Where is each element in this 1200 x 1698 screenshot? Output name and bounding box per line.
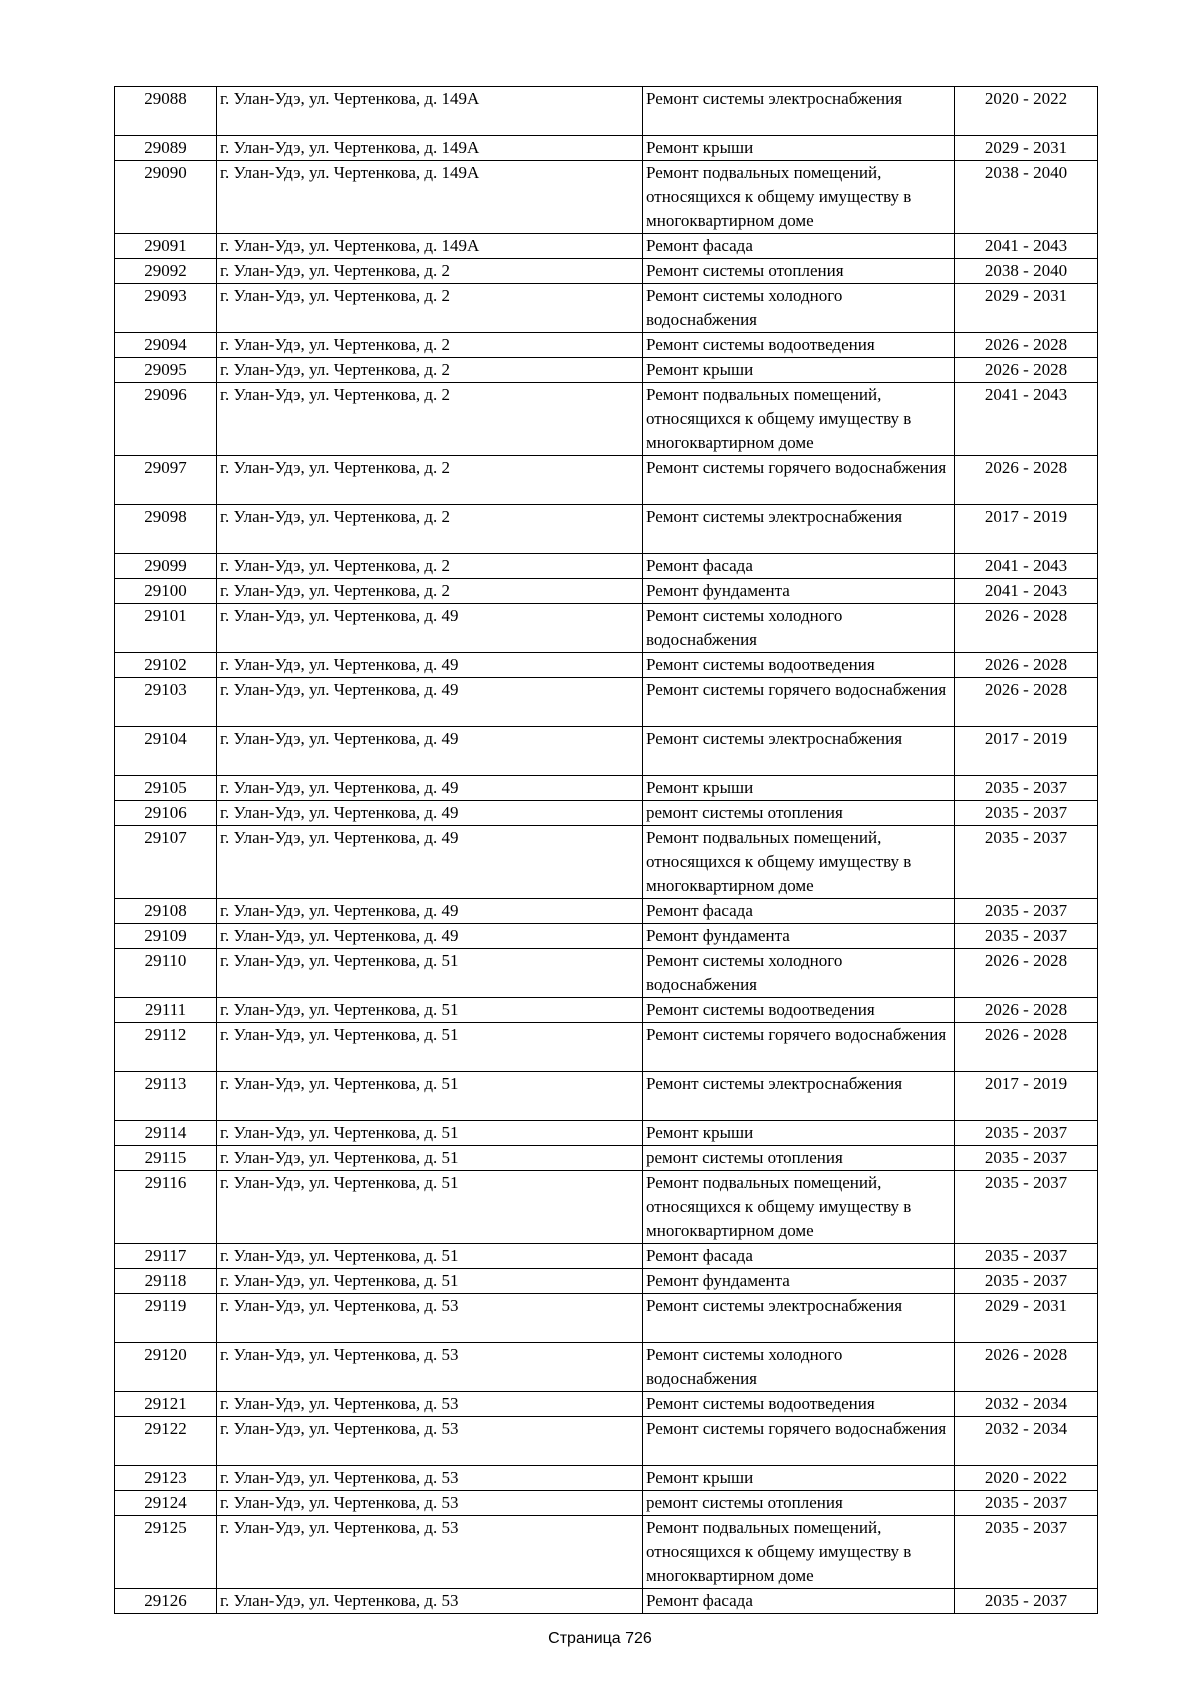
row-number-cell: 29123 bbox=[115, 1466, 217, 1491]
address-cell: г. Улан-Удэ, ул. Чертенкова, д. 149А bbox=[217, 87, 643, 136]
row-number-cell: 29120 bbox=[115, 1343, 217, 1392]
table-row bbox=[115, 1466, 1098, 1491]
table-row bbox=[115, 1343, 1098, 1392]
address-cell: г. Улан-Удэ, ул. Чертенкова, д. 2 bbox=[217, 554, 643, 579]
address-cell: г. Улан-Удэ, ул. Чертенкова, д. 49 bbox=[217, 727, 643, 776]
address-cell: г. Улан-Удэ, ул. Чертенкова, д. 2 bbox=[217, 505, 643, 554]
work-type-cell: Ремонт системы электроснабжения bbox=[643, 1294, 955, 1343]
row-number-cell: 29116 bbox=[115, 1171, 217, 1244]
row-number-cell: 29101 bbox=[115, 604, 217, 653]
address-cell: г. Улан-Удэ, ул. Чертенкова, д. 2 bbox=[217, 333, 643, 358]
work-type-cell: Ремонт фундамента bbox=[643, 579, 955, 604]
table-row bbox=[115, 826, 1098, 899]
table-row bbox=[115, 604, 1098, 653]
work-type-cell: Ремонт фасада bbox=[643, 554, 955, 579]
period-cell: 2029 - 2031 bbox=[955, 136, 1098, 161]
period-cell: 2035 - 2037 bbox=[955, 1589, 1098, 1614]
table-row bbox=[115, 801, 1098, 826]
row-number-cell: 29096 bbox=[115, 383, 217, 456]
work-type-cell: Ремонт системы холодного водоснабжения bbox=[643, 284, 955, 333]
row-number-cell: 29110 bbox=[115, 949, 217, 998]
row-number-cell: 29113 bbox=[115, 1072, 217, 1121]
work-type-cell: Ремонт системы электроснабжения bbox=[643, 1072, 955, 1121]
table-row bbox=[115, 1589, 1098, 1614]
row-number-cell: 29118 bbox=[115, 1269, 217, 1294]
work-type-cell: Ремонт подвальных помещений, относящихся к общему имуществу в многоквартирном доме bbox=[643, 161, 955, 234]
row-number-cell: 29103 bbox=[115, 678, 217, 727]
period-cell: 2041 - 2043 bbox=[955, 579, 1098, 604]
period-cell: 2026 - 2028 bbox=[955, 358, 1098, 383]
table-row bbox=[115, 383, 1098, 456]
work-type-cell: ремонт системы отопления bbox=[643, 1146, 955, 1171]
work-type-cell: ремонт системы отопления bbox=[643, 1491, 955, 1516]
row-number-cell: 29097 bbox=[115, 456, 217, 505]
table-row bbox=[115, 1516, 1098, 1589]
period-cell: 2026 - 2028 bbox=[955, 1343, 1098, 1392]
address-cell: г. Улан-Удэ, ул. Чертенкова, д. 49 bbox=[217, 826, 643, 899]
row-number-cell: 29122 bbox=[115, 1417, 217, 1466]
period-cell: 2026 - 2028 bbox=[955, 1023, 1098, 1072]
row-number-cell: 29107 bbox=[115, 826, 217, 899]
table-row bbox=[115, 1392, 1098, 1417]
period-cell: 2032 - 2034 bbox=[955, 1392, 1098, 1417]
table-row bbox=[115, 87, 1098, 136]
address-cell: г. Улан-Удэ, ул. Чертенкова, д. 2 bbox=[217, 259, 643, 284]
row-number-cell: 29125 bbox=[115, 1516, 217, 1589]
address-cell: г. Улан-Удэ, ул. Чертенкова, д. 51 bbox=[217, 1072, 643, 1121]
work-type-cell: Ремонт системы водоотведения bbox=[643, 333, 955, 358]
period-cell: 2041 - 2043 bbox=[955, 554, 1098, 579]
table-row bbox=[115, 924, 1098, 949]
address-cell: г. Улан-Удэ, ул. Чертенкова, д. 51 bbox=[217, 1121, 643, 1146]
table-row bbox=[115, 259, 1098, 284]
row-number-cell: 29093 bbox=[115, 284, 217, 333]
period-cell: 2035 - 2037 bbox=[955, 1269, 1098, 1294]
table-row bbox=[115, 456, 1098, 505]
address-cell: г. Улан-Удэ, ул. Чертенкова, д. 49 bbox=[217, 776, 643, 801]
work-type-cell: Ремонт системы горячего водоснабжения bbox=[643, 1417, 955, 1466]
period-cell: 2017 - 2019 bbox=[955, 1072, 1098, 1121]
table-row bbox=[115, 1121, 1098, 1146]
work-type-cell: Ремонт системы водоотведения bbox=[643, 998, 955, 1023]
row-number-cell: 29099 bbox=[115, 554, 217, 579]
table-row bbox=[115, 998, 1098, 1023]
table-row bbox=[115, 653, 1098, 678]
table-row bbox=[115, 1269, 1098, 1294]
address-cell: г. Улан-Удэ, ул. Чертенкова, д. 2 bbox=[217, 383, 643, 456]
period-cell: 2035 - 2037 bbox=[955, 1171, 1098, 1244]
table-row bbox=[115, 776, 1098, 801]
work-type-cell: Ремонт системы электроснабжения bbox=[643, 727, 955, 776]
period-cell: 2020 - 2022 bbox=[955, 87, 1098, 136]
table-row bbox=[115, 579, 1098, 604]
table-body bbox=[115, 87, 1098, 1614]
period-cell: 2020 - 2022 bbox=[955, 1466, 1098, 1491]
work-type-cell: ремонт системы отопления bbox=[643, 801, 955, 826]
period-cell: 2017 - 2019 bbox=[955, 505, 1098, 554]
row-number-cell: 29088 bbox=[115, 87, 217, 136]
period-cell: 2038 - 2040 bbox=[955, 161, 1098, 234]
address-cell: г. Улан-Удэ, ул. Чертенкова, д. 49 bbox=[217, 899, 643, 924]
row-number-cell: 29121 bbox=[115, 1392, 217, 1417]
table-row bbox=[115, 284, 1098, 333]
address-cell: г. Улан-Удэ, ул. Чертенкова, д. 51 bbox=[217, 998, 643, 1023]
work-type-cell: Ремонт подвальных помещений, относящихся к общему имуществу в многоквартирном доме bbox=[643, 1516, 955, 1589]
work-type-cell: Ремонт системы горячего водоснабжения bbox=[643, 456, 955, 505]
address-cell: г. Улан-Удэ, ул. Чертенкова, д. 149А bbox=[217, 234, 643, 259]
table-row bbox=[115, 1023, 1098, 1072]
table-row bbox=[115, 554, 1098, 579]
period-cell: 2035 - 2037 bbox=[955, 924, 1098, 949]
address-cell: г. Улан-Удэ, ул. Чертенкова, д. 53 bbox=[217, 1392, 643, 1417]
work-type-cell: Ремонт системы холодного водоснабжения bbox=[643, 1343, 955, 1392]
row-number-cell: 29090 bbox=[115, 161, 217, 234]
address-cell: г. Улан-Удэ, ул. Чертенкова, д. 51 bbox=[217, 1023, 643, 1072]
address-cell: г. Улан-Удэ, ул. Чертенкова, д. 53 bbox=[217, 1491, 643, 1516]
table-row bbox=[115, 1171, 1098, 1244]
work-type-cell: Ремонт системы холодного водоснабжения bbox=[643, 949, 955, 998]
period-cell: 2035 - 2037 bbox=[955, 776, 1098, 801]
table-row bbox=[115, 1146, 1098, 1171]
address-cell: г. Улан-Удэ, ул. Чертенкова, д. 149А bbox=[217, 161, 643, 234]
table-row bbox=[115, 1072, 1098, 1121]
work-type-cell: Ремонт системы электроснабжения bbox=[643, 505, 955, 554]
work-type-cell: Ремонт фасада bbox=[643, 899, 955, 924]
row-number-cell: 29104 bbox=[115, 727, 217, 776]
period-cell: 2035 - 2037 bbox=[955, 1491, 1098, 1516]
work-type-cell: Ремонт фасада bbox=[643, 234, 955, 259]
work-type-cell: Ремонт системы водоотведения bbox=[643, 653, 955, 678]
address-cell: г. Улан-Удэ, ул. Чертенкова, д. 49 bbox=[217, 604, 643, 653]
address-cell: г. Улан-Удэ, ул. Чертенкова, д. 53 bbox=[217, 1417, 643, 1466]
address-cell: г. Улан-Удэ, ул. Чертенкова, д. 2 bbox=[217, 358, 643, 383]
row-number-cell: 29092 bbox=[115, 259, 217, 284]
work-type-cell: Ремонт фундамента bbox=[643, 924, 955, 949]
work-type-cell: Ремонт подвальных помещений, относящихся к общему имуществу в многоквартирном доме bbox=[643, 1171, 955, 1244]
table-row bbox=[115, 136, 1098, 161]
work-type-cell: Ремонт подвальных помещений, относящихся к общему имуществу в многоквартирном доме bbox=[643, 826, 955, 899]
work-type-cell: Ремонт крыши bbox=[643, 1121, 955, 1146]
period-cell: 2035 - 2037 bbox=[955, 801, 1098, 826]
row-number-cell: 29100 bbox=[115, 579, 217, 604]
period-cell: 2026 - 2028 bbox=[955, 456, 1098, 505]
row-number-cell: 29091 bbox=[115, 234, 217, 259]
row-number-cell: 29109 bbox=[115, 924, 217, 949]
table-row bbox=[115, 678, 1098, 727]
address-cell: г. Улан-Удэ, ул. Чертенкова, д. 49 bbox=[217, 924, 643, 949]
repair-schedule-table bbox=[114, 86, 1098, 1614]
table-row bbox=[115, 949, 1098, 998]
period-cell: 2035 - 2037 bbox=[955, 1121, 1098, 1146]
address-cell: г. Улан-Удэ, ул. Чертенкова, д. 49 bbox=[217, 678, 643, 727]
table-row bbox=[115, 1294, 1098, 1343]
address-cell: г. Улан-Удэ, ул. Чертенкова, д. 51 bbox=[217, 1269, 643, 1294]
row-number-cell: 29108 bbox=[115, 899, 217, 924]
period-cell: 2026 - 2028 bbox=[955, 604, 1098, 653]
period-cell: 2026 - 2028 bbox=[955, 998, 1098, 1023]
period-cell: 2041 - 2043 bbox=[955, 383, 1098, 456]
period-cell: 2038 - 2040 bbox=[955, 259, 1098, 284]
period-cell: 2026 - 2028 bbox=[955, 678, 1098, 727]
row-number-cell: 29094 bbox=[115, 333, 217, 358]
period-cell: 2026 - 2028 bbox=[955, 333, 1098, 358]
address-cell: г. Улан-Удэ, ул. Чертенкова, д. 2 bbox=[217, 579, 643, 604]
row-number-cell: 29102 bbox=[115, 653, 217, 678]
table-row bbox=[115, 505, 1098, 554]
work-type-cell: Ремонт фасада bbox=[643, 1589, 955, 1614]
period-cell: 2035 - 2037 bbox=[955, 826, 1098, 899]
page-number: Страница 726 bbox=[548, 1630, 652, 1647]
address-cell: г. Улан-Удэ, ул. Чертенкова, д. 53 bbox=[217, 1294, 643, 1343]
work-type-cell: Ремонт системы горячего водоснабжения bbox=[643, 1023, 955, 1072]
period-cell: 2035 - 2037 bbox=[955, 1244, 1098, 1269]
address-cell: г. Улан-Удэ, ул. Чертенкова, д. 51 bbox=[217, 1244, 643, 1269]
work-type-cell: Ремонт системы водоотведения bbox=[643, 1392, 955, 1417]
row-number-cell: 29115 bbox=[115, 1146, 217, 1171]
work-type-cell: Ремонт системы электроснабжения bbox=[643, 87, 955, 136]
table-row bbox=[115, 1491, 1098, 1516]
address-cell: г. Улан-Удэ, ул. Чертенкова, д. 53 bbox=[217, 1516, 643, 1589]
work-type-cell: Ремонт системы холодного водоснабжения bbox=[643, 604, 955, 653]
address-cell: г. Улан-Удэ, ул. Чертенкова, д. 53 bbox=[217, 1466, 643, 1491]
table-row bbox=[115, 727, 1098, 776]
row-number-cell: 29112 bbox=[115, 1023, 217, 1072]
period-cell: 2035 - 2037 bbox=[955, 1516, 1098, 1589]
address-cell: г. Улан-Удэ, ул. Чертенкова, д. 53 bbox=[217, 1343, 643, 1392]
period-cell: 2029 - 2031 bbox=[955, 284, 1098, 333]
period-cell: 2035 - 2037 bbox=[955, 1146, 1098, 1171]
work-type-cell: Ремонт фасада bbox=[643, 1244, 955, 1269]
work-type-cell: Ремонт крыши bbox=[643, 358, 955, 383]
period-cell: 2041 - 2043 bbox=[955, 234, 1098, 259]
address-cell: г. Улан-Удэ, ул. Чертенкова, д. 51 bbox=[217, 1146, 643, 1171]
work-type-cell: Ремонт крыши bbox=[643, 1466, 955, 1491]
work-type-cell: Ремонт крыши bbox=[643, 136, 955, 161]
period-cell: 2026 - 2028 bbox=[955, 949, 1098, 998]
row-number-cell: 29105 bbox=[115, 776, 217, 801]
row-number-cell: 29126 bbox=[115, 1589, 217, 1614]
address-cell: г. Улан-Удэ, ул. Чертенкова, д. 51 bbox=[217, 949, 643, 998]
work-type-cell: Ремонт фундамента bbox=[643, 1269, 955, 1294]
period-cell: 2032 - 2034 bbox=[955, 1417, 1098, 1466]
row-number-cell: 29089 bbox=[115, 136, 217, 161]
table-row bbox=[115, 333, 1098, 358]
period-cell: 2026 - 2028 bbox=[955, 653, 1098, 678]
table-row bbox=[115, 358, 1098, 383]
address-cell: г. Улан-Удэ, ул. Чертенкова, д. 51 bbox=[217, 1171, 643, 1244]
table-row bbox=[115, 161, 1098, 234]
row-number-cell: 29106 bbox=[115, 801, 217, 826]
table-row bbox=[115, 1417, 1098, 1466]
period-cell: 2035 - 2037 bbox=[955, 899, 1098, 924]
table-row bbox=[115, 1244, 1098, 1269]
address-cell: г. Улан-Удэ, ул. Чертенкова, д. 49 bbox=[217, 653, 643, 678]
work-type-cell: Ремонт системы горячего водоснабжения bbox=[643, 678, 955, 727]
row-number-cell: 29124 bbox=[115, 1491, 217, 1516]
address-cell: г. Улан-Удэ, ул. Чертенкова, д. 49 bbox=[217, 801, 643, 826]
row-number-cell: 29111 bbox=[115, 998, 217, 1023]
address-cell: г. Улан-Удэ, ул. Чертенкова, д. 149А bbox=[217, 136, 643, 161]
period-cell: 2029 - 2031 bbox=[955, 1294, 1098, 1343]
row-number-cell: 29114 bbox=[115, 1121, 217, 1146]
row-number-cell: 29095 bbox=[115, 358, 217, 383]
table-row bbox=[115, 899, 1098, 924]
row-number-cell: 29119 bbox=[115, 1294, 217, 1343]
work-type-cell: Ремонт системы отопления bbox=[643, 259, 955, 284]
row-number-cell: 29117 bbox=[115, 1244, 217, 1269]
period-cell: 2017 - 2019 bbox=[955, 727, 1098, 776]
row-number-cell: 29098 bbox=[115, 505, 217, 554]
work-type-cell: Ремонт подвальных помещений, относящихся к общему имуществу в многоквартирном доме bbox=[643, 383, 955, 456]
address-cell: г. Улан-Удэ, ул. Чертенкова, д. 2 bbox=[217, 284, 643, 333]
table-row bbox=[115, 234, 1098, 259]
address-cell: г. Улан-Удэ, ул. Чертенкова, д. 53 bbox=[217, 1589, 643, 1614]
work-type-cell: Ремонт крыши bbox=[643, 776, 955, 801]
address-cell: г. Улан-Удэ, ул. Чертенкова, д. 2 bbox=[217, 456, 643, 505]
